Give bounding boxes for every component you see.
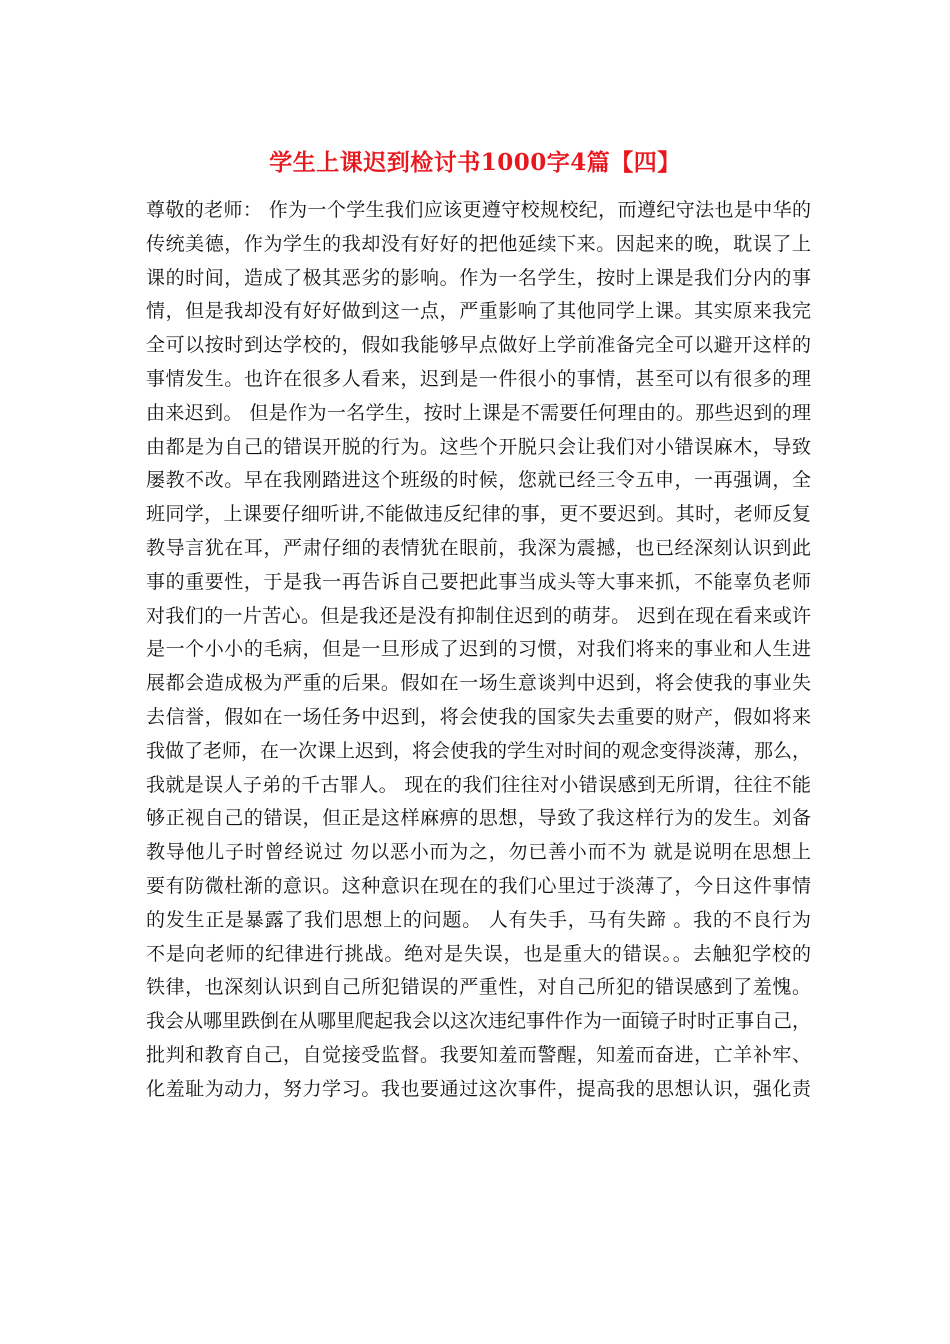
- document-title: 学生上课迟到检讨书1000字4篇【四】: [269, 149, 681, 176]
- body-line: 的发生正是暴露了我们思想上的问题。 人有失手，马有失蹄 。我的不良行为: [146, 908, 811, 931]
- body-line: 由都是为自己的错误开脱的行为。这些个开脱只会让我们对小错误麻木，导致: [146, 435, 811, 458]
- body-line: 教导言犹在耳，严肃仔细的表情犹在眼前，我深为震撼，也已经深刻认识到此: [146, 536, 811, 559]
- body-line: 要有防微杜渐的意识。这种意识在现在的我们心里过于淡薄了，今日这件事情: [146, 874, 811, 897]
- body-line: 屡教不改。早在我刚踏进这个班级的时候，您就已经三令五申，一再强调，全: [146, 469, 811, 492]
- body-line: 事的重要性，于是我一再告诉自己要把此事当成头等大事来抓，不能辜负老师: [146, 570, 811, 593]
- body-line: 尊敬的老师： 作为一个学生我们应该更遵守校规校纪，而遵纪守法也是中华的: [146, 199, 811, 221]
- body-line: 情，但是我却没有好好做到这一点，严重影响了其他同学上课。其实原来我完: [146, 300, 811, 323]
- body-line: 课的时间，造成了极其恶劣的影响。作为一名学生，按时上课是我们分内的事: [146, 266, 811, 289]
- body-line: 我会从哪里跌倒在从哪里爬起我会以这次违纪事件作为一面镜子时时正事自己，: [146, 1010, 812, 1033]
- body-line: 去信誉，假如在一场任务中迟到，将会使我的国家失去重要的财产，假如将来: [146, 705, 811, 728]
- body-line: 传统美德，作为学生的我却没有好好的把他延续下来。因起来的晚，耽误了上: [146, 232, 811, 255]
- body-line: 不是向老师的纪律进行挑战。绝对是失误，也是重大的错误。。去触犯学校的: [146, 942, 811, 965]
- body-line: 我就是误人子弟的千古罪人。 现在的我们往往对小错误感到无所谓，往往不能: [146, 773, 811, 796]
- body-line: 事情发生。也许在很多人看来，迟到是一件很小的事情，甚至可以有很多的理: [146, 367, 811, 390]
- body-line: 展都会造成极为严重的后果。假如在一场生意谈判中迟到，将会使我的事业失: [146, 672, 811, 695]
- body-line: 化羞耻为动力，努力学习。我也要通过这次事件，提高我的思想认识，强化责: [146, 1077, 811, 1100]
- body-line: 够正视自己的错误，但正是这样麻痹的思想，导致了我这样行为的发生。刘备: [146, 807, 811, 830]
- body-line: 铁律，也深刻认识到自己所犯错误的严重性，对自己所犯的错误感到了羞愧。: [146, 976, 811, 999]
- body-line: 由来迟到。 但是作为一名学生，按时上课是不需要任何理由的。那些迟到的理: [146, 401, 811, 424]
- document-body: [146, 194, 811, 1107]
- body-line: 班同学，上课要仔细听讲,不能做违反纪律的事，更不要迟到。其时，老师反复: [146, 503, 811, 526]
- body-line: 我做了老师，在一次课上迟到，将会使我的学生对时间的观念变得淡薄，那么，: [146, 739, 812, 762]
- body-line: 全可以按时到达学校的，假如我能够早点做好上学前准备完全可以避开这样的: [146, 334, 811, 357]
- body-line: 教导他儿子时曾经说过 勿以恶小而为之，勿已善小而不为 就是说明在思想上: [146, 841, 811, 864]
- body-line: 对我们的一片苦心。但是我还是没有抑制住迟到的萌芽。 迟到在现在看来或许: [146, 604, 811, 627]
- body-line: 批判和教育自己，自觉接受监督。我要知羞而警醒，知羞而奋进，亡羊补牢、: [146, 1043, 811, 1066]
- body-line: 是一个小小的毛病，但是一旦形成了迟到的习惯，对我们将来的事业和人生进: [146, 638, 811, 661]
